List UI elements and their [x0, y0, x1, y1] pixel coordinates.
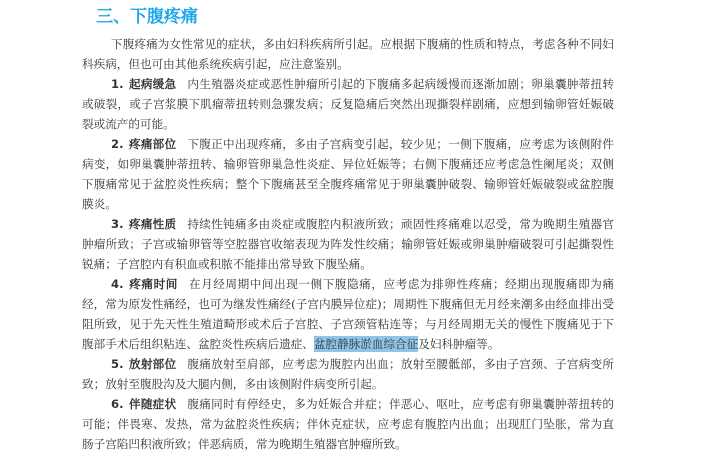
item-label: 放射部位 [128, 357, 177, 371]
item-number: 5. [111, 357, 124, 371]
numbered-item-2 [82, 134, 614, 214]
item-text: 在月经周期中间出现一侧下腹隐痛，应考虑为排卵性疼痛；经期出现腹痛即为痛经，常为原发性痛经，也可为继发性痛经(子宫内膜异位症)；周期性下腹痛但无月经来潮多由经血排出受阻所致，见于先天性生殖道畸形或术后子宫腔、子宫颈管粘连等；与月经周期无关的慢性下腹痛见于下腹部手术后组织粘连、盆腔炎性疾病后遗症、 [82, 277, 614, 351]
item-label: 疼痛部位 [128, 137, 177, 151]
item-text: 腹痛放射至肩部，应考虑为腹腔内出血；放射至腰骶部，多由子宫颈、子宫病变所致；放射至腹股沟及大腿内侧，多由该侧附件病变所引起。 [82, 357, 614, 391]
item-text-after: 及妇科肿瘤等。 [418, 337, 500, 351]
item-label: 疼痛性质 [128, 217, 177, 231]
item-label: 伴随症状 [128, 397, 177, 411]
item-text: 持续性钝痛多由炎症或腹腔内积液所致；顽固性疼痛难以忍受，常为晚期生殖器官肿瘤所致；子宫或输卵管等空腔器官收缩表现为阵发性绞痛；输卵管妊娠或卵巢肿瘤破裂可引起撕裂性锐痛；子宫腔内有积血或积脓不能排出常导致下腹坠痛。 [82, 217, 614, 271]
item-label: 起病缓急 [128, 77, 177, 91]
numbered-item-5 [82, 354, 614, 394]
section-heading: 三、下腹疼痛 [96, 7, 198, 27]
intro-paragraph: 下腹疼痛为女性常见的症状，多由妇科疾病所引起。应根据下腹痛的性质和特点，考虑各种不同妇科疾病，但也可由其他系统疾病引起，应注意鉴别。 [82, 37, 614, 71]
numbered-item-1 [82, 74, 614, 134]
item-number: 4. [111, 277, 124, 291]
item-text: 下腹正中出现疼痛，多由子宫病变引起，较少见；一侧下腹痛，应考虑为该侧附件病变，如卵巢囊肿蒂扭转、输卵管卵巢急性炎症、异位妊娠等；右侧下腹痛还应考虑急性阑尾炎；双侧下腹痛常见于盆腔炎性疾病；整个下腹痛甚至全腹疼痛常见于卵巢囊肿破裂、输卵管妊娠破裂或盆腔腹膜炎。 [82, 137, 614, 211]
item-text: 内生殖器炎症或恶性肿瘤所引起的下腹痛多起病缓慢而逐渐加剧；卵巢囊肿蒂扭转或破裂，或子宫浆膜下肌瘤蒂扭转则急骤发病；反复隐痛后突然出现撕裂样剧痛，应想到输卵管妊娠破裂或流产的可能。 [82, 77, 614, 131]
document-page [82, 6, 614, 454]
numbered-item-6 [82, 394, 614, 454]
highlighted-term[interactable]: 盆腔静脉淤血综合征 [313, 337, 419, 351]
item-number: 1. [111, 77, 124, 91]
item-number: 3. [111, 217, 124, 231]
item-label: 疼痛时间 [128, 277, 178, 291]
numbered-item-4 [82, 274, 614, 354]
numbered-item-3 [82, 214, 614, 274]
item-number: 6. [111, 397, 124, 411]
item-text: 腹痛同时有停经史，多为妊娠合并症；伴恶心、呕吐，应考虑有卵巢囊肿蒂扭转的可能；伴畏寒、发热，常为盆腔炎性疾病；伴休克症状，应考虑有腹腔内出血；出现肛门坠胀，常为直肠子宫陷凹积液所致；伴恶病质，常为晚期生殖器官肿瘤所致。 [82, 397, 614, 451]
item-number: 2. [111, 137, 124, 151]
